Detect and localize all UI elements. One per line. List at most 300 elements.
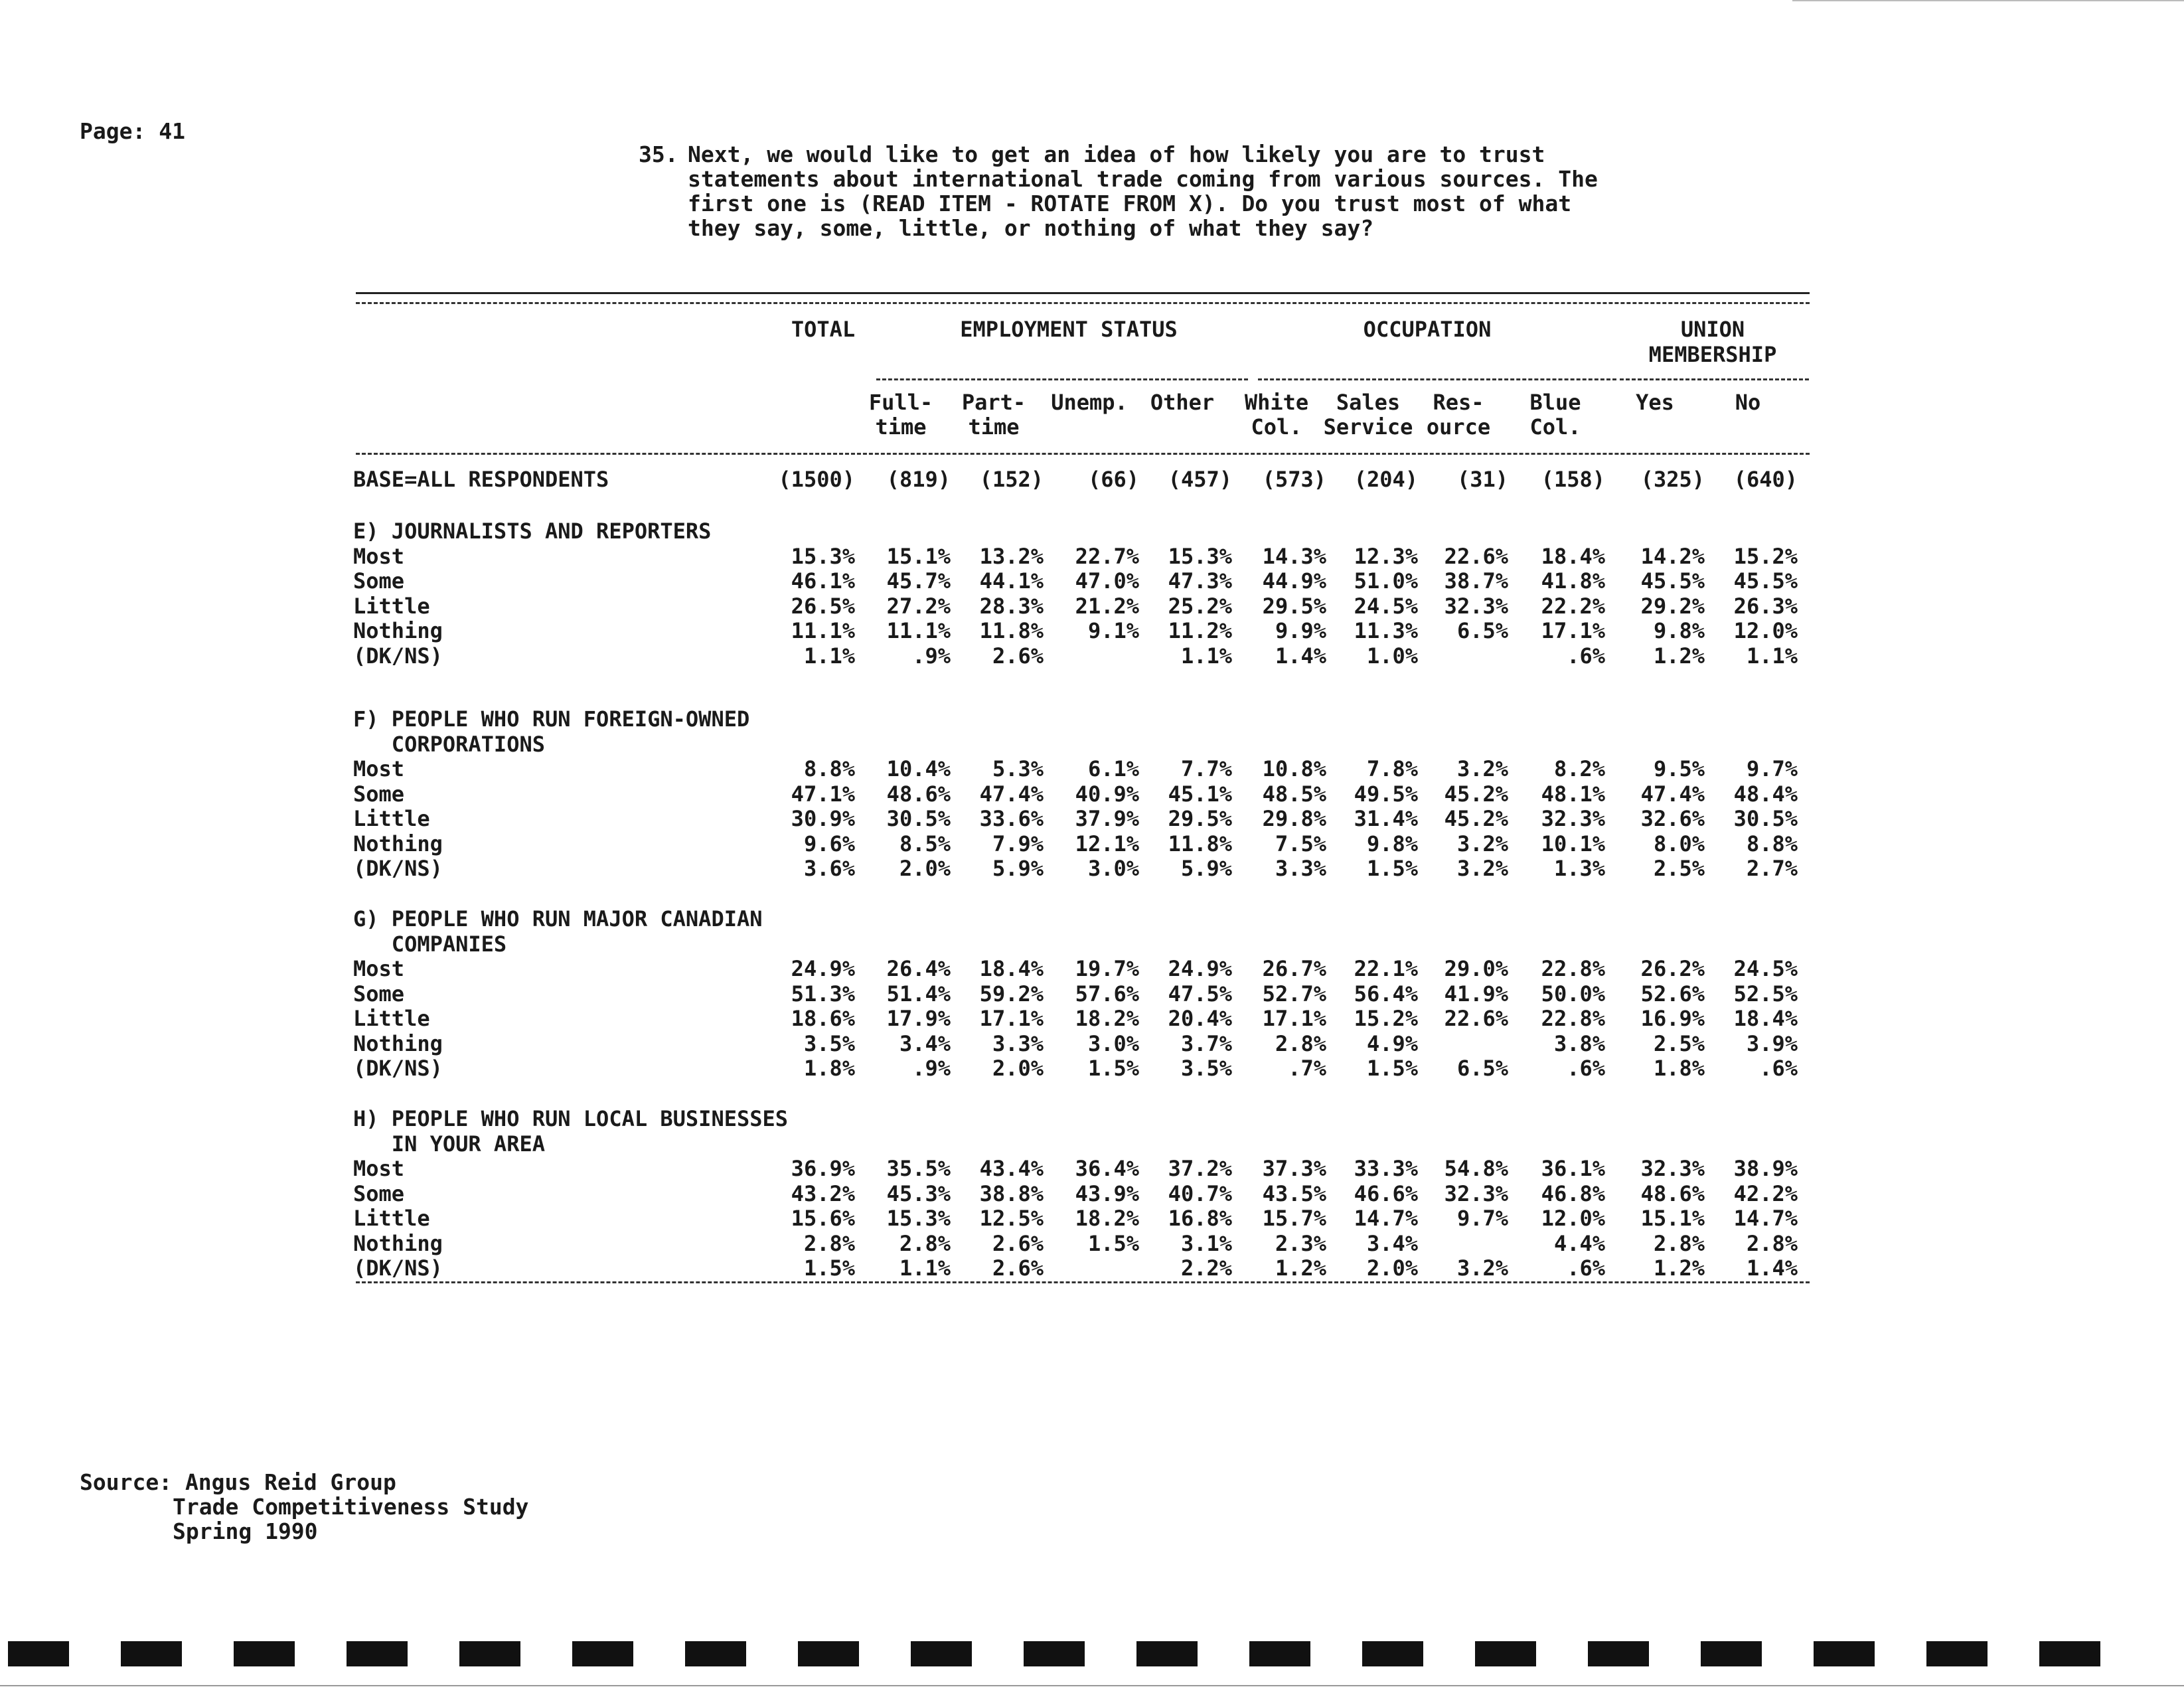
registration-mark <box>1362 1641 1423 1666</box>
cell-col-11: 42.2% <box>1733 1180 1798 1206</box>
cell-col-10: 8.0% <box>1653 831 1705 856</box>
cell-col-8: 3.2% <box>1456 831 1508 856</box>
cell-col-4: 1.5% <box>1087 1056 1139 1081</box>
column-header-8-l2: ource <box>1426 414 1491 440</box>
cell-col-1: 8.8% <box>803 756 855 781</box>
registration-mark <box>685 1641 746 1666</box>
union-dash <box>1620 378 1809 380</box>
cell-col-5: 2.2% <box>1180 1255 1232 1281</box>
table-row <box>0 544 2184 569</box>
cell-col-9: (158) <box>1541 467 1605 492</box>
cell-col-9: 4.4% <box>1553 1230 1605 1256</box>
cell-col-10: 32.3% <box>1640 1156 1705 1181</box>
cell-col-8: 9.7% <box>1456 1206 1508 1231</box>
cell-col-5: 11.8% <box>1168 831 1232 856</box>
row-label: Most <box>353 956 405 981</box>
cell-col-1: 46.1% <box>791 568 855 594</box>
cell-col-9: .6% <box>1567 643 1605 669</box>
cell-col-7: 12.3% <box>1354 543 1418 569</box>
cell-col-10: 47.4% <box>1640 781 1705 807</box>
cell-col-9: 41.8% <box>1541 568 1605 594</box>
column-header-4-l1: Unemp. <box>1051 390 1128 415</box>
cell-col-11: 14.7% <box>1733 1206 1798 1231</box>
column-header-9-l2: Col. <box>1529 414 1581 440</box>
cell-col-1: 24.9% <box>791 956 855 981</box>
cell-col-7: 51.0% <box>1354 568 1418 594</box>
row-label: (DK/NS) <box>353 643 443 669</box>
cell-col-3: 5.3% <box>992 756 1044 781</box>
table-row <box>0 1232 2184 1256</box>
cell-col-9: 1.3% <box>1553 856 1605 881</box>
cell-col-7: 49.5% <box>1354 781 1418 807</box>
registration-mark <box>8 1641 69 1666</box>
registration-marks <box>0 1641 2184 1668</box>
row-label: Nothing <box>353 1230 443 1256</box>
row-label: Some <box>353 1180 405 1206</box>
cell-col-5: 29.5% <box>1168 806 1232 831</box>
cell-col-2: .9% <box>912 1056 951 1081</box>
cell-col-3: 59.2% <box>979 981 1044 1006</box>
cell-col-5: 25.2% <box>1168 593 1232 619</box>
cell-col-6: .7% <box>1288 1056 1326 1081</box>
row-label: BASE=ALL RESPONDENTS <box>353 467 609 492</box>
cell-col-6: 29.8% <box>1262 806 1326 831</box>
cell-col-3: 12.5% <box>979 1206 1044 1231</box>
section-title: H) PEOPLE WHO RUN LOCAL BUSINESSES <box>353 1106 789 1131</box>
cell-col-6: 44.9% <box>1262 568 1326 594</box>
cell-col-11: .6% <box>1759 1056 1798 1081</box>
cell-col-11: 8.8% <box>1746 831 1798 856</box>
cell-col-10: (325) <box>1640 467 1705 492</box>
cell-col-9: 22.8% <box>1541 956 1605 981</box>
cell-col-4: 47.0% <box>1075 568 1139 594</box>
column-header-3-l2: time <box>968 414 1020 440</box>
row-label: Little <box>353 806 430 831</box>
cell-col-6: 52.7% <box>1262 981 1326 1006</box>
cell-col-5: 40.7% <box>1168 1180 1232 1206</box>
table-bottom-dash <box>356 1281 1810 1283</box>
cell-col-9: 36.1% <box>1541 1156 1605 1181</box>
registration-mark <box>347 1641 408 1666</box>
cell-col-5: 3.7% <box>1180 1030 1232 1056</box>
cell-col-7: 14.7% <box>1354 1206 1418 1231</box>
table-row <box>0 594 2184 619</box>
cell-col-6: 48.5% <box>1262 781 1326 807</box>
cell-col-1: 15.6% <box>791 1206 855 1231</box>
table-row <box>0 957 2184 981</box>
cell-col-5: 47.3% <box>1168 568 1232 594</box>
cell-col-7: 9.8% <box>1366 831 1418 856</box>
cell-col-7: 56.4% <box>1354 981 1418 1006</box>
registration-mark <box>1475 1641 1536 1666</box>
cell-col-9: 12.0% <box>1541 1206 1605 1231</box>
cell-col-4: 18.2% <box>1075 1006 1139 1031</box>
column-header-5-l1: Other <box>1150 390 1215 415</box>
cell-col-2: 1.1% <box>899 1255 951 1281</box>
cell-col-7: 1.5% <box>1366 856 1418 881</box>
cell-col-9: .6% <box>1567 1056 1605 1081</box>
cell-col-9: 46.8% <box>1541 1180 1605 1206</box>
cell-col-1: 18.6% <box>791 1006 855 1031</box>
cell-col-2: .9% <box>912 643 951 669</box>
cell-col-3: 28.3% <box>979 593 1044 619</box>
cell-col-9: 22.2% <box>1541 593 1605 619</box>
cell-col-9: 48.1% <box>1541 781 1605 807</box>
cell-col-6: 37.3% <box>1262 1156 1326 1181</box>
cell-col-1: 1.1% <box>803 643 855 669</box>
column-header-2-l2: time <box>875 414 927 440</box>
cell-col-11: (640) <box>1733 467 1798 492</box>
cell-col-6: 2.3% <box>1275 1230 1326 1256</box>
cell-col-7: (204) <box>1354 467 1418 492</box>
cell-col-4: 18.2% <box>1075 1206 1139 1231</box>
column-header-2-l1: Full- <box>868 390 933 415</box>
registration-mark <box>1024 1641 1085 1666</box>
table-row <box>0 619 2184 643</box>
cell-col-4: 3.0% <box>1087 1030 1139 1056</box>
column-header-6-l2: Col. <box>1251 414 1302 440</box>
cell-col-2: 48.6% <box>886 781 951 807</box>
registration-mark <box>1814 1641 1875 1666</box>
cell-col-10: 9.5% <box>1653 756 1705 781</box>
cell-col-4: 22.7% <box>1075 543 1139 569</box>
table-row <box>0 1006 2184 1031</box>
cell-col-2: 26.4% <box>886 956 951 981</box>
cell-col-11: 1.1% <box>1746 643 1798 669</box>
row-label: Most <box>353 1156 405 1181</box>
cell-col-7: 46.6% <box>1354 1180 1418 1206</box>
column-header-3-l1: Part- <box>961 390 1026 415</box>
registration-mark <box>1588 1641 1649 1666</box>
cell-col-9: 17.1% <box>1541 618 1605 643</box>
cell-col-8: 45.2% <box>1444 806 1508 831</box>
cell-col-3: 18.4% <box>979 956 1044 981</box>
question-text: Next, we would like to get an idea of how likely you are to trust statements about international trade coming from various sources. The first one is (READ ITEM - ROTATE FROM X). Do you trust most of what they say, some, little, or nothing of what they say? <box>688 141 1598 241</box>
cell-col-2: 51.4% <box>886 981 951 1006</box>
cell-col-11: 38.9% <box>1733 1156 1798 1181</box>
cell-col-8: 3.2% <box>1456 1255 1508 1281</box>
cell-col-11: 52.5% <box>1733 981 1798 1006</box>
row-label: Little <box>353 1206 430 1231</box>
cell-col-10: 2.8% <box>1653 1230 1705 1256</box>
cell-col-4: 3.0% <box>1087 856 1139 881</box>
cell-col-10: 14.2% <box>1640 543 1705 569</box>
cell-col-5: 5.9% <box>1180 856 1232 881</box>
cell-col-10: 45.5% <box>1640 568 1705 594</box>
table-row <box>0 644 2184 669</box>
row-label: Little <box>353 593 430 619</box>
cell-col-9: 32.3% <box>1541 806 1605 831</box>
column-header-8-l1: Res- <box>1433 390 1484 415</box>
cell-col-6: 15.7% <box>1262 1206 1326 1231</box>
section-title: CORPORATIONS <box>353 731 545 757</box>
cell-col-7: 31.4% <box>1354 806 1418 831</box>
cell-col-11: 30.5% <box>1733 806 1798 831</box>
cell-col-7: 11.3% <box>1354 618 1418 643</box>
table-row <box>0 1206 2184 1231</box>
column-header-11-l1: No <box>1735 390 1761 415</box>
cell-col-5: 7.7% <box>1180 756 1232 781</box>
cell-col-1: 15.3% <box>791 543 855 569</box>
registration-mark <box>572 1641 633 1666</box>
bottom-edge-line <box>0 1685 2184 1686</box>
table-row <box>0 1032 2184 1056</box>
cell-col-2: 10.4% <box>886 756 951 781</box>
cell-col-10: 48.6% <box>1640 1180 1705 1206</box>
registration-mark <box>1249 1641 1310 1666</box>
column-header-9-l1: Blue <box>1529 390 1581 415</box>
table-row <box>0 832 2184 856</box>
row-label: Nothing <box>353 618 443 643</box>
cell-col-1: 36.9% <box>791 1156 855 1181</box>
occupation-dash <box>1258 378 1616 380</box>
registration-mark <box>459 1641 520 1666</box>
cell-col-1: 43.2% <box>791 1180 855 1206</box>
row-label: (DK/NS) <box>353 1056 443 1081</box>
cell-col-1: 26.5% <box>791 593 855 619</box>
cell-col-2: 11.1% <box>886 618 951 643</box>
cell-col-5: 16.8% <box>1168 1206 1232 1231</box>
cell-col-5: 1.1% <box>1180 643 1232 669</box>
cell-col-2: 35.5% <box>886 1156 951 1181</box>
registration-mark <box>911 1641 972 1666</box>
cell-col-11: 15.2% <box>1733 543 1798 569</box>
cell-col-3: 2.6% <box>992 643 1044 669</box>
cell-col-6: 29.5% <box>1262 593 1326 619</box>
registration-mark <box>798 1641 859 1666</box>
registration-mark <box>1136 1641 1198 1666</box>
cell-col-7: 22.1% <box>1354 956 1418 981</box>
cell-col-1: 1.5% <box>803 1255 855 1281</box>
cell-col-6: (573) <box>1262 467 1326 492</box>
header-bottom-dash <box>356 453 1810 455</box>
table-row <box>0 782 2184 807</box>
cell-col-9: 18.4% <box>1541 543 1605 569</box>
source-line-1: Source: Angus Reid Group <box>80 1469 396 1495</box>
cell-col-7: 24.5% <box>1354 593 1418 619</box>
source-line-2: Trade Competitiveness Study <box>173 1494 529 1520</box>
question-number: 35. <box>639 141 678 167</box>
cell-col-11: 3.9% <box>1746 1030 1798 1056</box>
cell-col-3: 44.1% <box>979 568 1044 594</box>
registration-mark <box>2039 1641 2100 1666</box>
cell-col-8: 45.2% <box>1444 781 1508 807</box>
table-row <box>0 982 2184 1006</box>
cell-col-10: 16.9% <box>1640 1006 1705 1031</box>
section-title: E) JOURNALISTS AND REPORTERS <box>353 519 712 544</box>
cell-col-1: (1500) <box>778 467 855 492</box>
table-row <box>0 856 2184 881</box>
cell-col-7: 7.8% <box>1366 756 1418 781</box>
cell-col-3: (152) <box>979 467 1044 492</box>
header-employment-status: EMPLOYMENT STATUS <box>960 317 1178 342</box>
table-row <box>0 1256 2184 1281</box>
cell-col-8: 3.2% <box>1456 756 1508 781</box>
cell-col-7: 3.4% <box>1366 1230 1418 1256</box>
column-header-7-l1: Sales <box>1336 390 1401 415</box>
row-label: (DK/NS) <box>353 1255 443 1281</box>
header-union-l1: UNION <box>1680 317 1745 342</box>
base-row <box>0 467 2184 492</box>
cell-col-10: 26.2% <box>1640 956 1705 981</box>
cell-col-1: 51.3% <box>791 981 855 1006</box>
section-title: G) PEOPLE WHO RUN MAJOR CANADIAN <box>353 906 763 931</box>
cell-col-4: 6.1% <box>1087 756 1139 781</box>
cell-col-9: 50.0% <box>1541 981 1605 1006</box>
cell-col-8: 6.5% <box>1456 618 1508 643</box>
cell-col-7: 2.0% <box>1366 1255 1418 1281</box>
cell-col-9: 3.8% <box>1553 1030 1605 1056</box>
cell-col-8: 3.2% <box>1456 856 1508 881</box>
row-label: (DK/NS) <box>353 856 443 881</box>
cell-col-6: 2.8% <box>1275 1030 1326 1056</box>
cell-col-6: 10.8% <box>1262 756 1326 781</box>
section-title: COMPANIES <box>353 931 507 957</box>
cell-col-8: (31) <box>1456 467 1508 492</box>
cell-col-11: 24.5% <box>1733 956 1798 981</box>
cell-col-11: 1.4% <box>1746 1255 1798 1281</box>
cell-col-5: 3.5% <box>1180 1056 1232 1081</box>
header-total: TOTAL <box>791 317 856 342</box>
table-row <box>0 1157 2184 1181</box>
cell-col-4: 36.4% <box>1075 1156 1139 1181</box>
cell-col-10: 2.5% <box>1653 1030 1705 1056</box>
source-block <box>80 1470 528 1544</box>
cell-col-3: 47.4% <box>979 781 1044 807</box>
cell-col-3: 38.8% <box>979 1180 1044 1206</box>
cell-col-6: 7.5% <box>1275 831 1326 856</box>
row-label: Most <box>353 543 405 569</box>
cell-col-2: 45.3% <box>886 1180 951 1206</box>
cell-col-5: 20.4% <box>1168 1006 1232 1031</box>
section-title: IN YOUR AREA <box>353 1131 545 1157</box>
row-label: Some <box>353 981 405 1006</box>
cell-col-10: 1.8% <box>1653 1056 1705 1081</box>
cell-col-9: 8.2% <box>1553 756 1605 781</box>
question-block <box>639 142 1617 240</box>
employment-dash <box>876 378 1248 380</box>
cell-col-2: 15.1% <box>886 543 951 569</box>
cell-col-4: 37.9% <box>1075 806 1139 831</box>
cell-col-3: 3.3% <box>992 1030 1044 1056</box>
table-row <box>0 1056 2184 1081</box>
cell-col-7: 1.0% <box>1366 643 1418 669</box>
table-row <box>0 1182 2184 1206</box>
cell-col-5: (457) <box>1168 467 1232 492</box>
cell-col-6: 1.2% <box>1275 1255 1326 1281</box>
cell-col-8: 6.5% <box>1456 1056 1508 1081</box>
cell-col-10: 52.6% <box>1640 981 1705 1006</box>
table-row <box>0 757 2184 781</box>
cell-col-2: (819) <box>886 467 951 492</box>
column-header-7-l2: Service <box>1323 414 1413 440</box>
cell-col-1: 3.6% <box>803 856 855 881</box>
column-header-6-l1: White <box>1244 390 1309 415</box>
cell-col-9: 10.1% <box>1541 831 1605 856</box>
cell-col-8: 41.9% <box>1444 981 1508 1006</box>
cell-col-8: 54.8% <box>1444 1156 1508 1181</box>
cell-col-8: 22.6% <box>1444 1006 1508 1031</box>
cell-col-10: 1.2% <box>1653 1255 1705 1281</box>
cell-col-3: 2.6% <box>992 1230 1044 1256</box>
cell-col-4: 43.9% <box>1075 1180 1139 1206</box>
cell-col-10: 32.6% <box>1640 806 1705 831</box>
table-top-rule <box>356 292 1810 294</box>
cell-col-2: 45.7% <box>886 568 951 594</box>
cell-col-9: 22.8% <box>1541 1006 1605 1031</box>
cell-col-11: 2.7% <box>1746 856 1798 881</box>
cell-col-11: 18.4% <box>1733 1006 1798 1031</box>
row-label: Nothing <box>353 831 443 856</box>
cell-col-4: 9.1% <box>1087 618 1139 643</box>
cell-col-2: 2.8% <box>899 1230 951 1256</box>
cell-col-5: 15.3% <box>1168 543 1232 569</box>
cell-col-3: 7.9% <box>992 831 1044 856</box>
header-occupation: OCCUPATION <box>1363 317 1492 342</box>
cell-col-8: 29.0% <box>1444 956 1508 981</box>
row-label: Little <box>353 1006 430 1031</box>
row-label: Most <box>353 756 405 781</box>
cell-col-4: 1.5% <box>1087 1230 1139 1256</box>
cell-col-4: 57.6% <box>1075 981 1139 1006</box>
source-line-3: Spring 1990 <box>173 1518 318 1544</box>
cell-col-10: 29.2% <box>1640 593 1705 619</box>
cell-col-6: 43.5% <box>1262 1180 1326 1206</box>
cell-col-1: 2.8% <box>803 1230 855 1256</box>
cell-col-3: 5.9% <box>992 856 1044 881</box>
cell-col-1: 9.6% <box>803 831 855 856</box>
cell-col-3: 13.2% <box>979 543 1044 569</box>
cell-col-4: 12.1% <box>1075 831 1139 856</box>
cell-col-1: 30.9% <box>791 806 855 831</box>
cell-col-2: 3.4% <box>899 1030 951 1056</box>
cell-col-4: 19.7% <box>1075 956 1139 981</box>
cell-col-4: 21.2% <box>1075 593 1139 619</box>
cell-col-2: 15.3% <box>886 1206 951 1231</box>
registration-mark <box>121 1641 182 1666</box>
cell-col-10: 1.2% <box>1653 643 1705 669</box>
cell-col-8: 32.3% <box>1444 1180 1508 1206</box>
cell-col-2: 8.5% <box>899 831 951 856</box>
cell-col-2: 27.2% <box>886 593 951 619</box>
cell-col-5: 3.1% <box>1180 1230 1232 1256</box>
cell-col-7: 15.2% <box>1354 1006 1418 1031</box>
cell-col-4: (66) <box>1087 467 1139 492</box>
cell-col-2: 30.5% <box>886 806 951 831</box>
cell-col-6: 14.3% <box>1262 543 1326 569</box>
cell-col-11: 9.7% <box>1746 756 1798 781</box>
cell-col-1: 47.1% <box>791 781 855 807</box>
page-number: Page: 41 <box>80 118 185 144</box>
cell-col-6: 3.3% <box>1275 856 1326 881</box>
cell-col-7: 1.5% <box>1366 1056 1418 1081</box>
cell-col-3: 2.6% <box>992 1255 1044 1281</box>
table-row <box>0 569 2184 594</box>
cell-col-10: 15.1% <box>1640 1206 1705 1231</box>
cell-col-3: 43.4% <box>979 1156 1044 1181</box>
header-union-l2: MEMBERSHIP <box>1648 342 1777 367</box>
cell-col-6: 17.1% <box>1262 1006 1326 1031</box>
cell-col-7: 33.3% <box>1354 1156 1418 1181</box>
cell-col-7: 4.9% <box>1366 1030 1418 1056</box>
cell-col-8: 32.3% <box>1444 593 1508 619</box>
cell-col-6: 26.7% <box>1262 956 1326 981</box>
cell-col-9: .6% <box>1567 1255 1605 1281</box>
cell-col-11: 48.4% <box>1733 781 1798 807</box>
cell-col-10: 2.5% <box>1653 856 1705 881</box>
cell-col-3: 17.1% <box>979 1006 1044 1031</box>
cell-col-5: 11.2% <box>1168 618 1232 643</box>
